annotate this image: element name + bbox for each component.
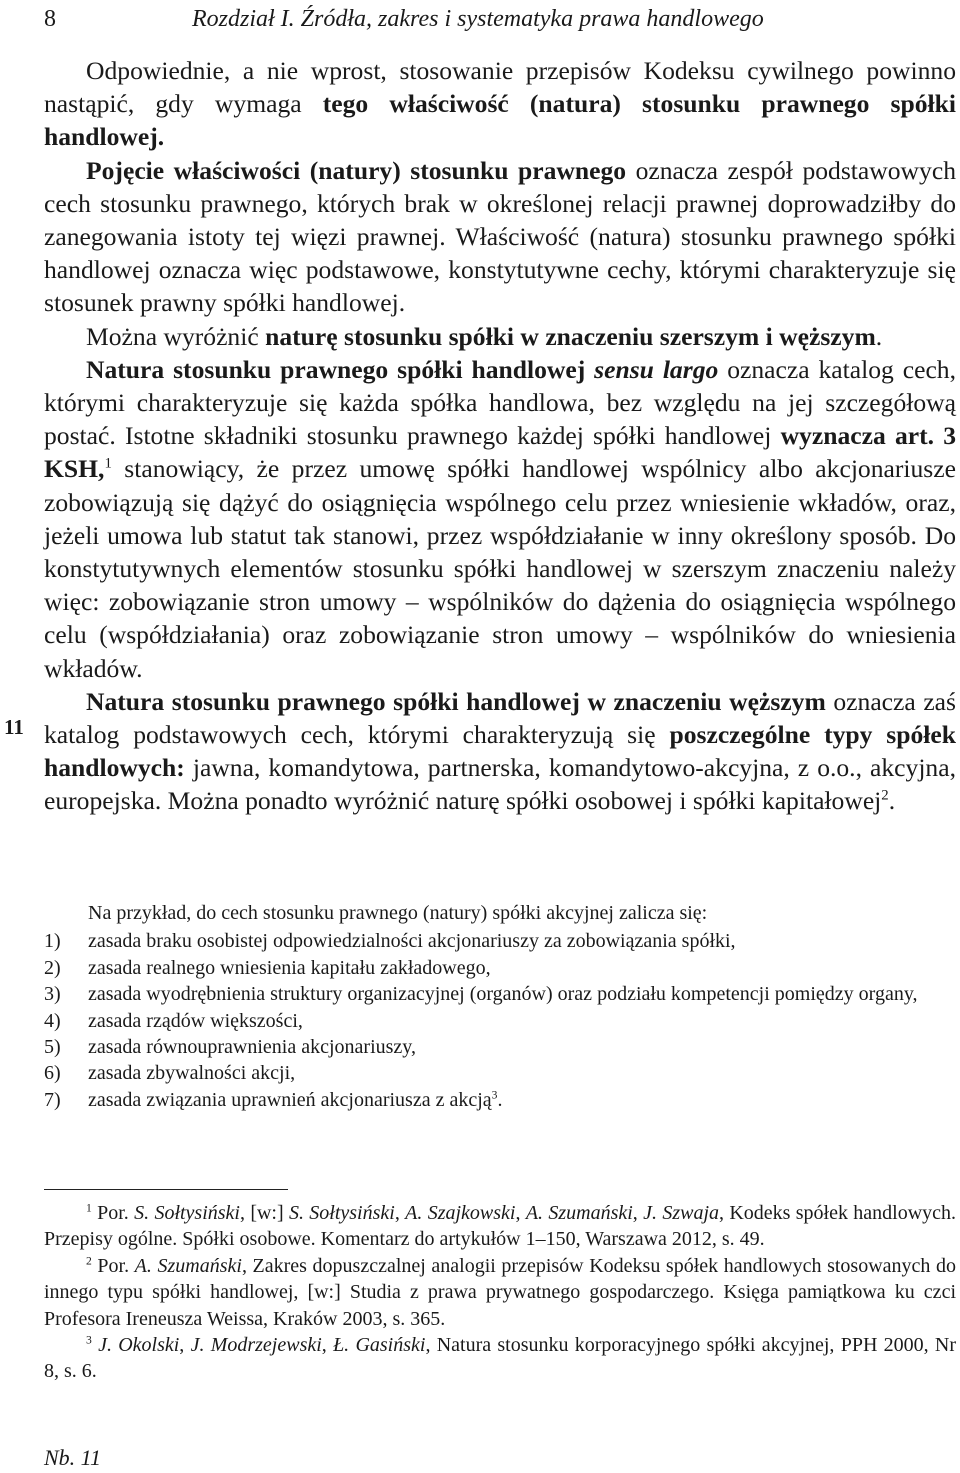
running-head: Rozdział I. Źródła, zakres i systematyka prawa handlowego [192,6,764,32]
list-item: 6) zasada zbywalności akcji, [44,1062,296,1085]
footnotes [44,1200,956,1385]
footnote-1: $^1$ Por. S. Sołtysiński, [w:] S. Sołtysiński, A. Szajkowski, A. Szumański, J. Szwaja, Kodeks spółek handlowych. Przepisy ogólne. Spółki osobowe. Komentarz do artykułów 1–150, Warszawa 2012, s. 49. [44,1201,957,1251]
list-item: 1) zasada braku osobistej odpowiedzialności akcjonariuszy za zobowiązania spółki, [44,930,736,953]
footnote-2: $^2$ Por. A. Szumański, Zakres dopuszczalnej analogii przepisów Kodeksu spółek handlowych stosowanych do innego typu spółki handlowej, [w:] Studia z prawa prywatnego gospodarczego. Księga pamiątkowa ku czci Profesora Ireneusza Weissa, Kraków 2003, s. 365. [44,1254,956,1330]
list-item: 4) zasada rządów większości, [44,1009,303,1032]
paragraph-4: Natura stosunku prawnego spółki handlowej sensu largo oznacza katalog cech, którymi charakteryzuje się każda spółka handlowa, bez względu na jej szczegółową postać. Istotne składniki stosunku prawnego każdej spółki handlowej wyznacza art. 3 KSH,$^1$ stanowiący, że przez umowę spółki handlowej wspólnicy albo akcjonariusze zobowiązują się dążyć do osiągnięcia wspólnego celu przez wniesienie wkładów, oraz, jeżeli umowa lub statut tak stanowi, przez współdziałanie w inny określony sposób. Do konstytutywnych elementów stosunku spółki handlowej w szerszym znaczeniu należy więc: zobowiązanie stron umowy – wspólników do dążenia do osiągnięcia wspólnego celu (współdziałania) oraz zobowiązanie stron umowy – wspólników do wniesienia wkładów. [44,354,957,683]
footnote-ref-3[interactable]: 3 [491,1088,498,1102]
footnote-ref-2[interactable]: 2 [881,787,889,804]
list-item: 3) zasada wyodrębnienia struktury organizacyjnej (organów) oraz podziału kompetencji pomiędzy organy, [44,983,918,1006]
paragraph-1: Odpowiednie, a nie wprost, stosowanie przepisów Kodeksu cywilnego powinno nastąpić, gdy wymaga tego właściwość (natura) stosunku prawnego spółki handlowej. [44,56,956,152]
list-item: 7) zasada związania uprawnień akcjonariusza z akcją$^3$. [44,1088,503,1111]
paragraph-3: Można wyróżnić naturę stosunku spółki w znaczeniu szerszym i węższym. [86,321,883,351]
marginal-number-footer: Nb. 11 [44,1445,102,1470]
paragraph-5: Natura stosunku prawnego spółki handlowej w znaczeniu węższym oznacza zaś katalog podstawowych cech, którymi charakteryzują się poszczególne typy spółek handlowych: jawna, komandytowa, partnerska, komandytowo-akcyjna, z o.o., akcyjna, europejska. Można ponadto wyróżnić naturę spółki osobowej i spółki kapitałowej$^2$. [44,686,957,816]
footnote-separator [44,1189,288,1190]
example-intro: Na przykład, do cech stosunku prawnego (natury) spółki akcyjnej zalicza się: [88,902,708,924]
footnote-3: $^3$ J. Okolski, J. Modrzejewski, Ł. Gasiński, Natura stosunku korporacyjnego spółki akcyjnej, PPH 2000, Nr 8, s. 6. [44,1333,957,1383]
page-number: 8 [44,6,56,32]
example-block [44,900,956,1113]
paragraph-2: Pojęcie właściwości (natury) stosunku prawnego oznacza zespół podstawowych cech stosunku prawnego, których brak w określonej relacji prawnej doprowadziłby do zanegowania istoty tej więzi prawnej. Właściwość (natura) stosunku prawnego spółki handlowej oznacza więc podstawowe, konstytutywne cechy, którymi charakteryzuje się stosunek prawny spółki handlowej. [44,155,956,318]
example-list [44,928,956,1113]
main-text [44,54,956,818]
list-item: 2) zasada realnego wniesienia kapitału zakładowego, [44,956,491,979]
margin-number: 11 [4,715,24,739]
list-item: 5) zasada równouprawnienia akcjonariuszy, [44,1036,417,1059]
footnote-ref-1[interactable]: 1 [104,455,112,472]
